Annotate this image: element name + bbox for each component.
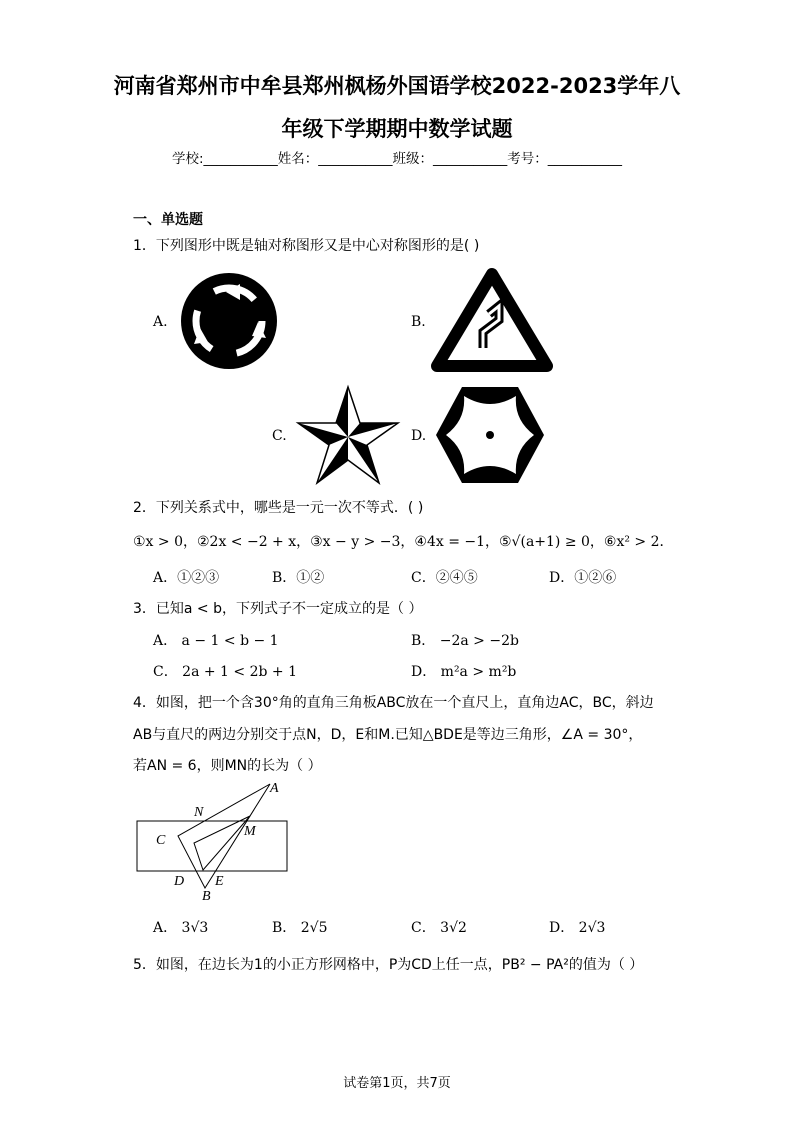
star-icon	[296, 385, 400, 485]
q1-option-a-label: A.	[153, 314, 168, 330]
figure-label-c: C	[156, 833, 166, 848]
q3-option-d: D． m²a > m²b	[411, 664, 517, 680]
question-3-stem: 3．已知a < b，下列式子不一定成立的是（ ）	[133, 601, 423, 617]
q4-option-c: C． 3√2	[411, 920, 467, 936]
q3-option-a: A． a − 1 < b − 1	[153, 633, 279, 649]
q3-option-c: C． 2a + 1 < 2b + 1	[153, 664, 297, 680]
figure-label-d: D	[174, 874, 185, 889]
question-2-stem: 2．下列关系式中，哪些是一元一次不等式．( )	[133, 500, 424, 516]
student-info-line: 学校:___________姓名：___________班级：___________考号：___________	[171, 151, 623, 167]
figure-label-m: M	[244, 824, 256, 839]
question-5-stem: 5．如图，在边长为1的小正方形网格中，P为CD上任一点，PB² − PA²的值为（ ）	[133, 957, 644, 973]
q1-option-b-label: B.	[411, 314, 426, 330]
triangle-ruler-figure	[130, 778, 300, 906]
q2-option-c: C．②④⑤	[411, 570, 478, 586]
page-title-line2: 年级下学期期中数学试题	[281, 117, 513, 141]
page-title-line1: 河南省郑州市中牟县郑州枫杨外国语学校2022-2023学年八	[113, 74, 681, 98]
q1-option-c-label: C.	[272, 428, 287, 444]
figure-label-a: A	[270, 781, 279, 796]
page-footer: 试卷第1页，共7页	[343, 1076, 451, 1091]
question-4-line3: 若AN = 6，则MN的长为（ ）	[133, 758, 322, 774]
q2-option-d: D．①②⑥	[549, 570, 617, 586]
q2-option-b: B．①②	[272, 570, 325, 586]
q4-option-d: D． 2√3	[549, 920, 606, 936]
q3-option-b: B． −2a > −2b	[411, 633, 519, 649]
q4-option-b: B． 2√5	[272, 920, 328, 936]
q2-option-a: A．①②③	[153, 570, 220, 586]
section-heading: 一、单选题	[133, 212, 203, 228]
figure-label-e: E	[215, 874, 224, 889]
q4-option-a: A． 3√3	[153, 920, 209, 936]
figure-label-n: N	[194, 805, 204, 820]
figure-label-b: B	[202, 889, 211, 904]
question-4-line2: AB与直尺的两边分别交于点N，D，E和M.已知△BDE是等边三角形，∠A = 30°，	[133, 727, 643, 743]
q2-items: ①x > 0，②2x < −2 + x，③x − y > −3，④4x = −1，⑤√(a+1) ≥ 0，⑥x² > 2．	[133, 534, 674, 550]
curve-warning-sign-icon	[433, 270, 551, 370]
q1-option-d-label: D.	[411, 428, 427, 444]
umbrella-icon	[434, 384, 546, 486]
question-4-line1: 4．如图，把一个含30°角的直角三角板ABC放在一个直尺上，直角边AC，BC，斜边	[133, 695, 654, 711]
question-1-stem: 1．下列图形中既是轴对称图形又是中心对称图形的是( )	[133, 238, 480, 254]
roundabout-sign-icon	[180, 272, 278, 370]
